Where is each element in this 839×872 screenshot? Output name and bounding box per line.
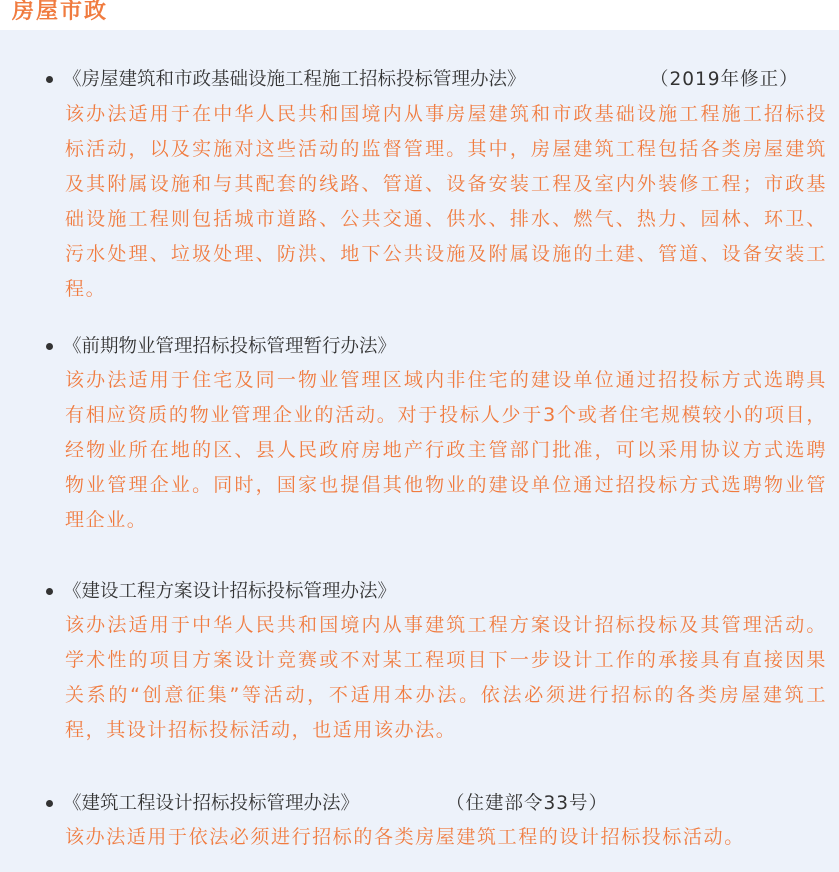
bullet-icon [46,800,53,807]
law-description: 该办法适用于住宅及同一物业管理区域内非住宅的建设单位通过招投标方式选聘具有相应资质的物业管理企业的活动。对于投标人少于3个或者住宅规模较小的项目，经物业所在地的区、县人民政府房地产行政主管部门批准，可以采用协议方式选聘物业管理企业。同时，国家也提倡其他物业的建设单位通过招投标方式选聘物业管理企业。 [65,369,827,531]
law-title: 《房屋建筑和市政基础设施工程施工招标投标管理办法》 [63,69,526,90]
law-description: 该办法适用于中华人民共和国境内从事建筑工程方案设计招标投标及其管理活动。学术性的项目方案设计竞赛或不对某工程项目下一步设计工作的承接具有直接因果关系的“创意征集”等活动，不适用本办法。依法必须进行招标的各类房屋建筑工程，其设计招标投标活动，也适用该办法。 [65,614,827,741]
law-description: 该办法适用于在中华人民共和国境内从事房屋建筑和市政基础设施工程施工招标投标活动，以及实施对这些活动的监督管理。其中，房屋建筑工程包括各类房屋建筑及其附属设施和与其配套的线路、管道、设备安装工程及室内外装修工程；市政基础设施工程则包括城市道路、公共交通、供水、排水、燃气、热力、园林、环卫、污水处理、垃圾处理、防洪、地下公共设施及附属设施的土建、管道、设备安装工程。 [65,103,827,300]
law-title: 《前期物业管理招标投标管理暂行办法》 [63,336,397,357]
bullet-icon [46,76,53,83]
bullet-icon [46,588,53,595]
law-description: 该办法适用于依法必须进行招标的各类房屋建筑工程的设计招标投标活动。 [65,826,745,848]
law-title: 《建筑工程设计招标投标管理办法》 [63,793,360,814]
law-note: （2019年修正） [650,69,799,90]
law-note: （住建部令33号） [446,793,609,814]
content-panel [0,30,839,872]
bullet-icon [46,343,53,350]
law-title: 《建设工程方案设计招标投标管理办法》 [63,581,397,602]
section-header [0,0,839,30]
section-title: 房屋市政 [12,0,109,24]
